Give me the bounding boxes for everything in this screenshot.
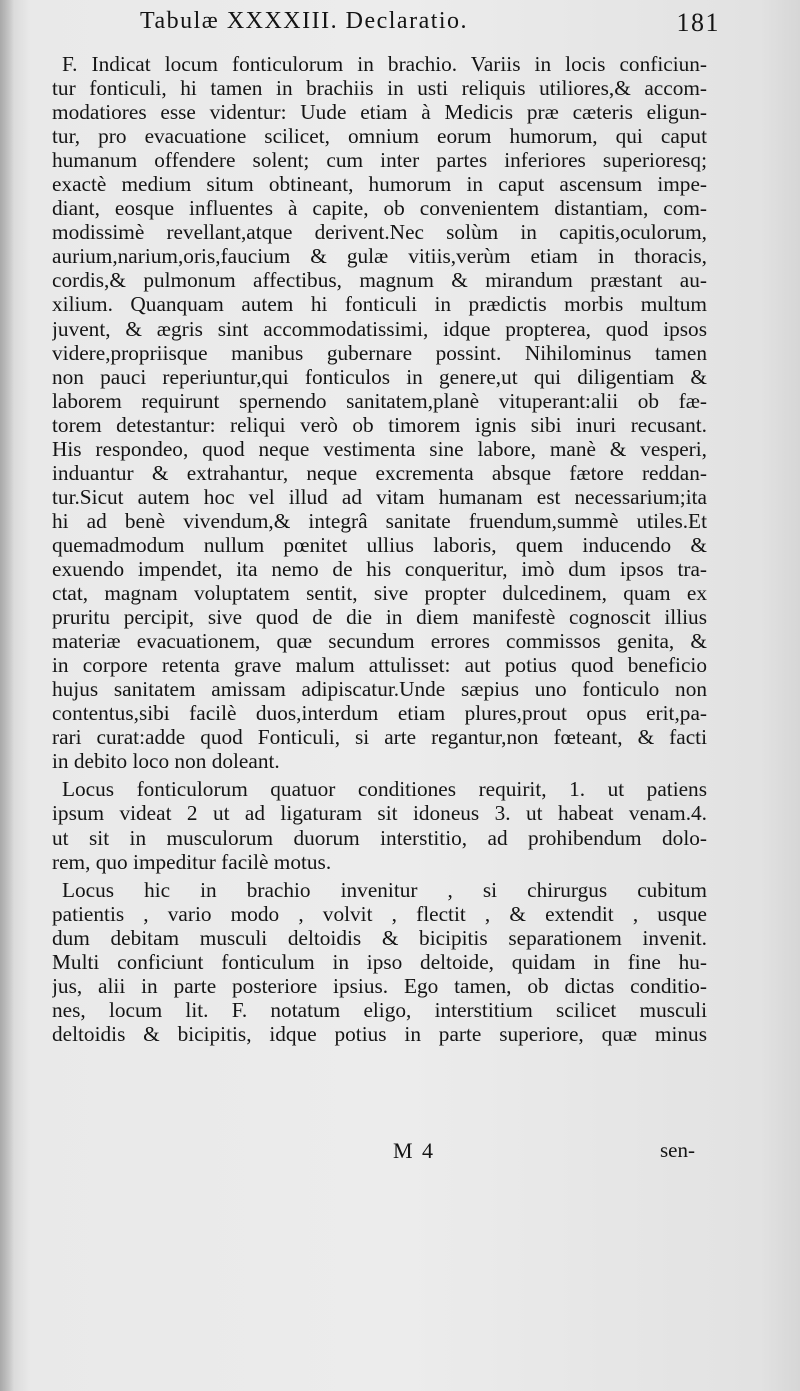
paragraph-3	[52, 878, 707, 1046]
text-line: aurium,narium,oris,faucium & gulæ vitiis,verùm etiam in thoracis,	[52, 244, 707, 269]
text-line: His respondeo, quod neque vestimenta sine labore, manè & vesperi,	[52, 436, 707, 461]
text-line: in corpore retenta grave malum attulisset: aut potius quod beneficio	[52, 653, 707, 678]
signature-mark: M 4	[393, 1138, 436, 1163]
text-line: non pauci reperiuntur,qui fonticulos in genere,ut qui diligentiam &	[52, 364, 707, 389]
text-line: F. Indicat locum fonticulorum in brachio. Variis in locis conficiun-	[62, 52, 707, 76]
text-line: ctat, magnam voluptatem sentit, sive propter dulcedinem, quam ex	[52, 581, 707, 606]
text-line: hi ad benè vivendum,& integrâ sanitate fruendum,summè utiles.Et	[52, 508, 707, 533]
text-line: modissimè revellant,atque derivent.Nec solùm in capitis,oculorum,	[52, 220, 707, 245]
text-line: xilium. Quanquam autem hi fonticuli in prædictis morbis multum	[52, 292, 707, 317]
running-head	[140, 8, 720, 42]
text-line: induantur & extrahantur, neque excrementa absque fætore reddan-	[52, 460, 707, 485]
text-line: modatiores esse videntur: Uude etiam à Medicis præ cæteris eligun-	[52, 100, 707, 125]
text-line: tur.Sicut autem hoc vel illud ad vitam humanam est necessarium;ita	[52, 484, 707, 509]
body-text	[52, 52, 707, 1046]
text-line: contentus,sibi facilè duos,interdum etiam plures,prout opus erit,pa-	[52, 701, 707, 726]
text-line: nes, locum lit. F. notatum eligo, interstitium scilicet musculi	[52, 997, 707, 1022]
text-line: patientis , vario modo , volvit , flectit , & extendit , usque	[52, 901, 707, 926]
text-line: quemadmodum nullum pœnitet ullius laboris, quem inducendo &	[52, 532, 707, 557]
text-line: torem detestantur: reliqui verò ob timorem ignis sibi inuri recusant.	[52, 412, 707, 437]
text-line: deltoidis & bicipitis, idque potius in parte superiore, quæ minus	[52, 1021, 707, 1046]
text-line: humanum offendere solent; cum inter partes inferiores superioresq;	[52, 148, 707, 173]
text-line: videre,propriisque manibus gubernare possint. Nihilominus tamen	[52, 340, 707, 365]
text-line: cordis,& pulmonum affectibus, magnum & mirandum præstant au-	[52, 268, 707, 293]
paragraph-1	[52, 52, 707, 773]
gutter-shadow	[0, 0, 14, 1391]
text-line: dum debitam musculi deltoidis & bicipitis separationem invenit.	[52, 925, 707, 950]
text-line: diant, eosque influentes à capite, ob convenientem distantiam, com-	[52, 196, 707, 221]
text-line: exactè medium situm obtineant, humorum in caput ascensum impe-	[52, 172, 707, 197]
text-line: Locus fonticulorum quatuor conditiones requirit, 1. ut patiens	[62, 777, 707, 802]
page-number: 181	[676, 8, 720, 37]
text-line: ut sit in musculorum duorum interstitio, ad prohibendum dolo-	[52, 825, 707, 850]
text-line: tur, pro evacuatione scilicet, omnium eorum humorum, qui caput	[52, 124, 707, 149]
text-line: juvent, & ægris sint accommodatissimi, idque propterea, quod ipsos	[52, 316, 707, 341]
text-line: hujus sanitatem amissam adipiscatur.Unde sæpius uno fonticulo non	[52, 677, 707, 702]
text-line: rari curat:adde quod Fonticuli, si arte regantur,non fœteant, & facti	[52, 725, 707, 750]
text-line: ipsum videat 2 ut ad ligaturam sit idoneus 3. ut habeat venam.4.	[52, 801, 707, 826]
text-line: exuendo impendet, ita nemo de his conqueritur, imò dum ipsos tra-	[52, 556, 707, 581]
running-title: Tabulæ XXXXIII. Declaratio.	[140, 8, 469, 34]
text-line: tur fonticuli, hi tamen in brachiis in usti reliquis utiliores,& accom-	[52, 76, 707, 101]
text-line: jus, alii in parte posteriore ipsius. Ego tamen, ob dictas conditio-	[52, 973, 707, 998]
text-line: in debito loco non doleant.	[52, 749, 280, 774]
text-line: laborem requirunt spernendo sanitatem,planè vituperant:alii ob fæ-	[52, 388, 707, 413]
catchword: sen-	[660, 1138, 695, 1162]
text-line: Locus hic in brachio invenitur , si chirurgus cubitum	[62, 877, 707, 902]
text-line: Multi conficiunt fonticulum in ipso deltoide, quidam in fine hu-	[52, 949, 707, 974]
paragraph-2	[52, 777, 707, 873]
text-line: pruritu percipit, sive quod de die in diem manifestè cognoscit illius	[52, 605, 707, 630]
text-line: rem, quo impeditur facilè motus.	[52, 849, 332, 874]
text-line: materiæ evacuationem, quæ secundum errores commissos genita, &	[52, 629, 707, 654]
